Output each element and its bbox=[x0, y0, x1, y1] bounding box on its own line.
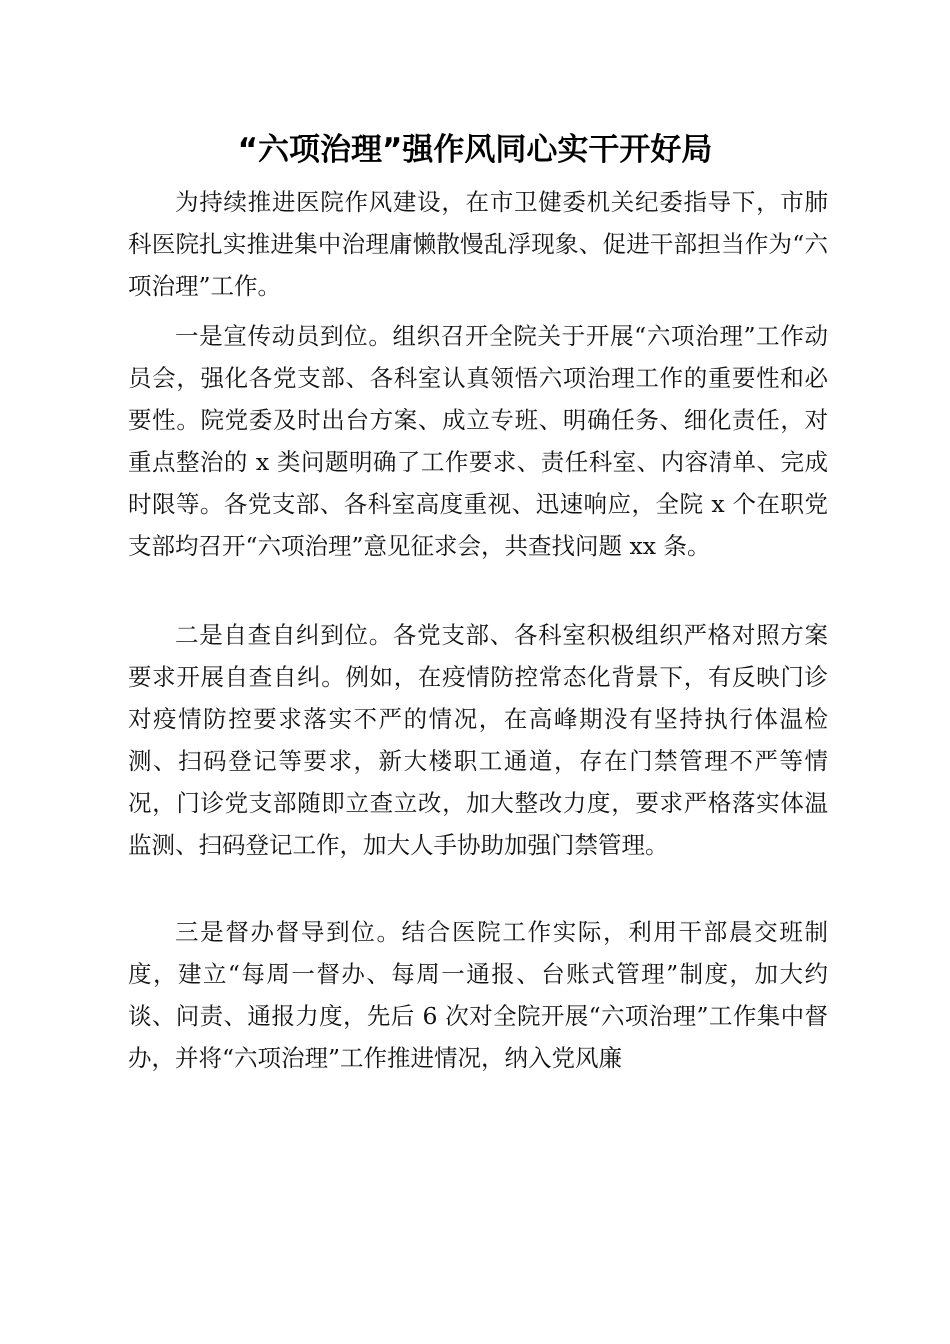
paragraph-publicity: 一是宣传动员到位。组织召开全院关于开展“六项治理”工作动员会，强化各党支部、各科室认真领悟六项治理工作的重要性和必要性。院党委及时出台方案、成立专班、明确任务、细化责任，对重点整治的 x 类问题明确了工作要求、责任科室、内容清单、完成时限等。各党支部、各科室高度重视、迅速响应，全院 x 个在职党支部均召开“六项治理”意见征求会，共查找问题 xx 条。 bbox=[128, 322, 828, 560]
paragraph-intro: 为持续推进医院作风建设，在市卫健委机关纪委指导下，市肺科医院扎实推进集中治理庸懒散慢乱浮现象、促进干部担当作为“六项治理”工作。 bbox=[128, 188, 828, 300]
document-title: “六项治理”强作风同心实干开好局 bbox=[237, 132, 713, 168]
paragraph-self-inspection: 二是自查自纠到位。各党支部、各科室积极组织严格对照方案要求开展自查自纠。例如，在疫情防控常态化背景下，有反映门诊对疫情防控要求落实不严的情况，在高峰期没有坚持执行体温检测、扫码登记等要求，新大楼职工通道，存在门禁管理不严等情况，门诊党支部随即立查立改，加大整改力度，要求严格落实体温监测、扫码登记工作，加大人手协助加强门禁管理。 bbox=[128, 621, 828, 859]
paragraph-supervision: 三是督办督导到位。结合医院工作实际，利用干部晨交班制度，建立“每周一督办、每周一通报、台账式管理”制度，加大约谈、问责、通报力度，先后 6 次对全院开展“六项治理”工作集中督办，并将“六项治理”工作推进情况，纳入党风廉 bbox=[128, 918, 828, 1072]
